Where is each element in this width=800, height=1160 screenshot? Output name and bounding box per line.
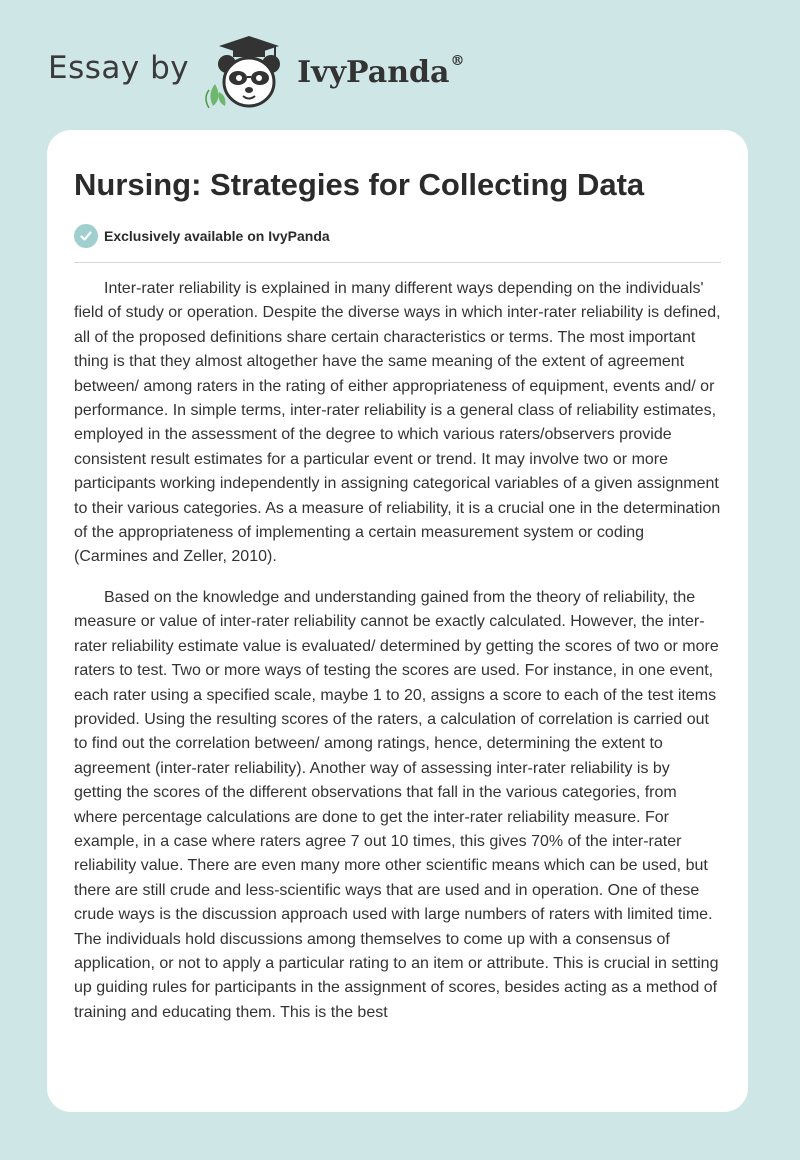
panda-logo-icon[interactable]: [203, 32, 295, 112]
essay-card: [47, 130, 748, 1112]
essay-by-label: Essay by: [48, 50, 190, 86]
brand-name[interactable]: IvyPanda®: [297, 52, 465, 90]
check-icon: [74, 224, 98, 248]
page-title: Nursing: Strategies for Collecting Data: [74, 167, 645, 202]
registered-mark: ®: [450, 52, 465, 69]
exclusive-label: Exclusively available on IvyPanda: [104, 228, 330, 244]
exclusive-badge: [74, 222, 721, 250]
paragraph-1: Inter-rater reliability is explained in many different ways depending on the individuals' field of study or operation. Despite the diverse ways in which inter-rater reliability is defined, all of the proposed definitions share certain characteristics or terms. The most important thing is that they almost altogether have the same meaning of the extent of agreement between/ among raters in the rating of either appropriateness of equipment, events and/ or performance. In simple terms, inter-rater reliability is a general class of reliability estimates, employed in the assessment of the degree to which various raters/observers provide consistent result estimates for a particular event or trend. It may involve two or more participants working independently in assigning categorical variables of a given assignment to their various categories. As a measure of reliability, it is a crucial one in the determination of the appropriateness of implementing a certain measurement system or coding (Carmines and Zeller, 2010).: [74, 280, 721, 566]
divider: [74, 262, 721, 263]
site-header: [48, 32, 464, 112]
paragraph-2: Based on the knowledge and understanding gained from the theory of reliability, the measure or value of inter-rater reliability cannot be exactly calculated. However, the inter-rater reliability estimate value is evaluated/ determined by getting the scores of two or more raters to test. Two or more ways of testing the scores are used. For instance, in one event, each rater using a specified scale, maybe 1 to 20, assigns a score to each of the test items provided. Using the resulting scores of the raters, a calculation of correlation is carried out to find out the correlation between/ among ratings, hence, determining the extent to agreement (inter-rater reliability). Another way of assessing inter-rater reliability is by getting the scores of the different observations that fall in the various categories, from where percentage calculations are done to get the inter-rater reliability measure. For example, in a case where raters agree 7 out 10 times, this gives 70% of the inter-rater reliability value. There are even many more other scientific means which can be used, but there are still crude and less-scientific ways that are used and in operation. One of these crude ways is the discussion approach used with large numbers of raters with limited time. The individuals hold discussions among themselves to come up with a consensus of application, or not to apply a particular rating to an item or attribute. This is crucial in setting up guiding rules for participants in the assignment of scores, besides acting as a method of training and educating them. This is the best: [74, 588, 719, 1021]
